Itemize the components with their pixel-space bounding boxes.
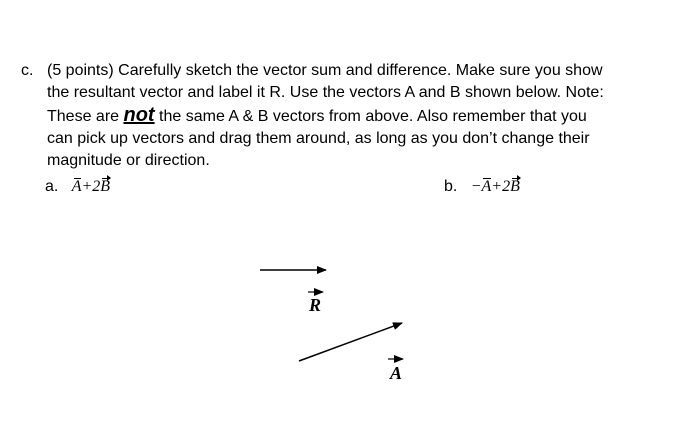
vector-label-2: A — [389, 363, 403, 383]
vector-label-1: R — [308, 295, 322, 315]
problem-line-3-pre: These are — [47, 108, 124, 125]
vector-a-symbol: A — [71, 178, 82, 195]
plus-two: +2 — [81, 178, 101, 195]
vector-a-symbol: A — [481, 178, 492, 195]
problem-letter: c. — [21, 62, 34, 79]
problem-line-4: can pick up vectors and drag them around, as long as you don’t change their — [47, 130, 590, 147]
problem-line-1: (5 points) Carefully sketch the vector sum and difference. Make sure you show — [47, 62, 603, 79]
vector-a-arrow — [299, 323, 402, 361]
subpart-a-letter: a. — [45, 178, 59, 195]
plus-two: +2 — [491, 178, 511, 195]
emphasis-not: not — [123, 104, 155, 126]
problem-line-5: magnitude or direction. — [47, 152, 210, 169]
minus-sign: − — [470, 178, 482, 195]
problem-line-3-post: the same A & B vectors from above. Also remember that you — [154, 108, 587, 125]
problem-line-2: the resultant vector and label it R. Use the vectors A and B shown below. Note: — [47, 84, 604, 101]
subpart-b-letter: b. — [444, 178, 458, 195]
vector-b-symbol: B — [510, 178, 520, 195]
vector-b-symbol: B — [100, 178, 111, 195]
